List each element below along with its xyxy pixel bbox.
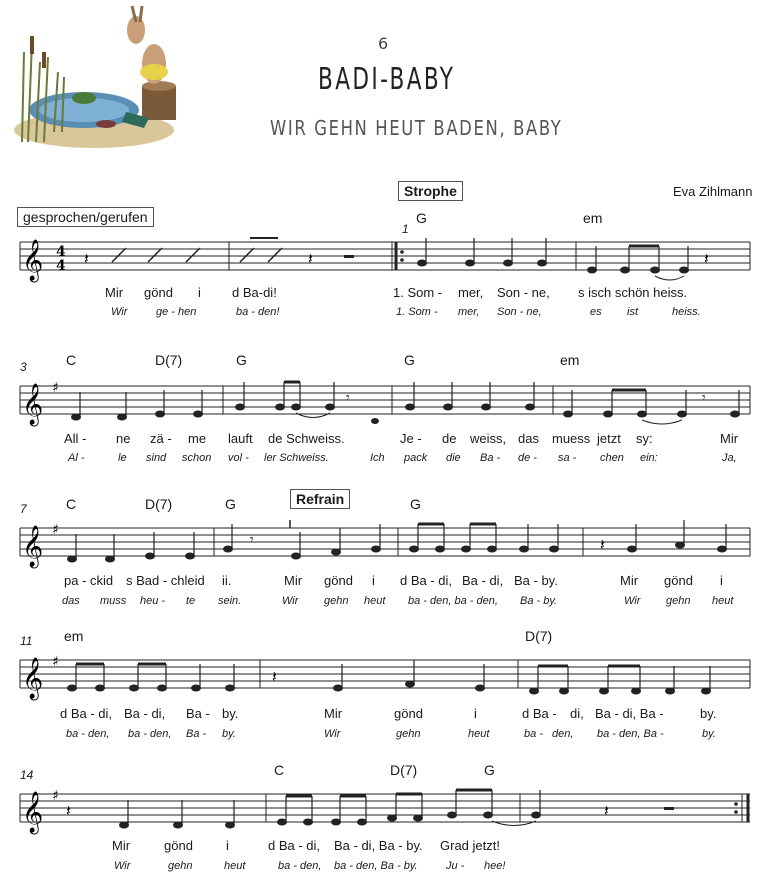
chord: G bbox=[225, 496, 236, 512]
svg-text:♯: ♯ bbox=[52, 654, 59, 670]
section-label-refrain: Refrain bbox=[290, 489, 350, 509]
lyric-translation: die bbox=[446, 452, 461, 464]
lyric-syllable: sy: bbox=[636, 431, 653, 446]
page-number: 6 bbox=[378, 34, 390, 53]
chord: C bbox=[274, 762, 285, 778]
lyric-translation: sein. bbox=[218, 595, 242, 607]
lyric-translation: ba - den, bbox=[66, 728, 110, 740]
svg-text:4: 4 bbox=[56, 244, 66, 260]
lyric-translation: Ich bbox=[370, 452, 385, 464]
chord: em bbox=[560, 352, 580, 368]
composer-name: Eva Zihlmann bbox=[673, 184, 753, 199]
lyric-translation: den, bbox=[552, 728, 574, 740]
lyric-translation: muss bbox=[100, 595, 127, 607]
lyric-syllable: by. bbox=[222, 706, 239, 721]
lyric-syllable: gönd bbox=[324, 573, 353, 588]
lyric-translation: ba - den! bbox=[236, 306, 280, 318]
volta-number: 1 bbox=[402, 222, 409, 236]
svg-text:𝄽: 𝄽 bbox=[308, 251, 313, 268]
lyric-syllable: d Ba - bbox=[522, 706, 557, 721]
lyric-syllable: zä - bbox=[150, 431, 172, 446]
svg-text:𝄾: 𝄾 bbox=[346, 389, 350, 405]
lyric-syllable: muess bbox=[552, 431, 591, 446]
chord: D(7) bbox=[390, 762, 418, 778]
lyric-translation: Wir bbox=[282, 595, 299, 607]
lyric-syllable: Mir bbox=[105, 285, 124, 300]
lyric-translation: 1. Som - bbox=[396, 306, 438, 318]
section-label-spoken: gesprochen/gerufen bbox=[17, 207, 154, 227]
lyric-syllable: gönd bbox=[164, 838, 193, 853]
lyric-translation: ba - bbox=[524, 728, 543, 740]
lyric-syllable: by. bbox=[700, 706, 717, 721]
chord: G bbox=[236, 352, 247, 368]
measure-number: 11 bbox=[20, 634, 33, 648]
lyric-translation: Son - ne, bbox=[497, 306, 542, 318]
measure-number: 14 bbox=[20, 768, 34, 782]
lyric-translation: chen bbox=[600, 452, 624, 464]
lyric-syllable: gönd bbox=[664, 573, 693, 588]
lyric-translation: Ja, bbox=[722, 452, 737, 464]
svg-text:𝄞: 𝄞 bbox=[22, 384, 44, 425]
chord: D(7) bbox=[145, 496, 173, 512]
lyric-translation: Ba - bbox=[186, 728, 207, 740]
lyric-translation: sind bbox=[146, 452, 167, 464]
lyric-translation: by. bbox=[702, 728, 716, 740]
lyric-translation: te bbox=[186, 595, 196, 607]
lyric-syllable: Ba - by. bbox=[514, 573, 558, 588]
lyric-translation: heut bbox=[224, 860, 246, 872]
lyric-syllable: i bbox=[372, 573, 375, 588]
lyric-translation: heiss. bbox=[672, 306, 701, 318]
lyric-syllable: gönd bbox=[144, 285, 173, 300]
lyric-translation: pack bbox=[404, 452, 428, 464]
chord: D(7) bbox=[525, 628, 553, 644]
lyric-translation: sa - bbox=[558, 452, 577, 464]
lyric-translation: gehn bbox=[324, 595, 349, 607]
svg-text:𝄞: 𝄞 bbox=[22, 240, 44, 281]
lyric-syllable: d Ba-di! bbox=[232, 285, 277, 300]
lyric-translation: ein: bbox=[640, 452, 658, 464]
lyric-syllable: weiss, bbox=[470, 431, 507, 446]
lyric-syllable: di, bbox=[570, 706, 584, 721]
lyric-syllable: s Bad - chleid bbox=[126, 573, 205, 588]
svg-text:𝄽: 𝄽 bbox=[84, 251, 89, 268]
lyric-syllable: de Schweiss. bbox=[268, 431, 345, 446]
lyric-translation: heu - bbox=[140, 595, 166, 607]
svg-text:𝄽: 𝄽 bbox=[604, 803, 609, 820]
lyric-translation: heut bbox=[364, 595, 386, 607]
lyric-syllable: s isch schön heiss. bbox=[578, 285, 688, 300]
lyric-syllable: lauft bbox=[228, 431, 253, 446]
lyric-syllable: i bbox=[226, 838, 229, 853]
svg-text:𝄽: 𝄽 bbox=[704, 251, 709, 268]
svg-text:𝄽: 𝄽 bbox=[272, 669, 277, 686]
lyric-translation: Ba - by. bbox=[520, 595, 558, 607]
svg-text:𝄞: 𝄞 bbox=[22, 792, 44, 833]
lyric-translation: ba - den, Ba - by. bbox=[334, 860, 418, 872]
svg-text:4: 4 bbox=[56, 258, 66, 274]
svg-text:𝄽: 𝄽 bbox=[66, 803, 71, 820]
chord: G bbox=[404, 352, 415, 368]
lyric-translation: le bbox=[118, 452, 127, 464]
song-title: BADI-BABY bbox=[318, 62, 456, 97]
lyric-translation: gehn bbox=[666, 595, 691, 607]
chord: C bbox=[66, 352, 77, 368]
lyric-translation: vol - bbox=[228, 452, 249, 464]
svg-text:𝄞: 𝄞 bbox=[22, 658, 44, 699]
lyric-translation: gehn bbox=[168, 860, 193, 872]
svg-text:𝄾: 𝄾 bbox=[702, 389, 706, 405]
lyric-translation: ba - den, bbox=[128, 728, 172, 740]
lyric-translation: ge - hen bbox=[156, 306, 197, 318]
lyric-syllable: Mir bbox=[112, 838, 131, 853]
measure-number: 7 bbox=[20, 502, 27, 516]
lyric-syllable: jetzt bbox=[597, 431, 621, 446]
lyric-translation: Ju - bbox=[446, 860, 465, 872]
lyric-syllable: d Ba - di, bbox=[400, 573, 453, 588]
svg-text:𝄾: 𝄾 bbox=[250, 531, 254, 547]
lyric-syllable: Mir bbox=[620, 573, 639, 588]
lyric-translation: de - bbox=[518, 452, 537, 464]
lyric-syllable: ne bbox=[116, 431, 131, 446]
lyric-syllable: Mir bbox=[324, 706, 343, 721]
svg-text:♯: ♯ bbox=[52, 380, 59, 396]
lyric-translation: hee! bbox=[484, 860, 506, 872]
lyric-syllable: Ba - di, Ba - by. bbox=[334, 838, 423, 853]
lyric-syllable: Je - bbox=[400, 431, 422, 446]
section-label-strophe: Strophe bbox=[398, 181, 463, 201]
chord: D(7) bbox=[155, 352, 183, 368]
lyric-syllable: d Ba - di, bbox=[60, 706, 113, 721]
svg-text:𝄞: 𝄞 bbox=[22, 526, 44, 567]
lyric-translation: ist bbox=[627, 306, 638, 318]
lyric-syllable: de bbox=[442, 431, 457, 446]
svg-text:𝄽: 𝄽 bbox=[600, 537, 605, 554]
lyric-syllable: Grad jetzt! bbox=[440, 838, 500, 853]
lyric-syllable: pa - ckid bbox=[64, 573, 114, 588]
lyric-syllable: das bbox=[518, 431, 539, 446]
lyric-syllable: i bbox=[474, 706, 477, 721]
chord: em bbox=[64, 628, 84, 644]
lyric-syllable: Son - ne, bbox=[497, 285, 550, 300]
lyric-syllable: Ba - di, bbox=[124, 706, 166, 721]
music-staff bbox=[0, 514, 769, 584]
chord: C bbox=[66, 496, 77, 512]
lyric-syllable: Mir bbox=[284, 573, 303, 588]
lyric-translation: Al - bbox=[68, 452, 85, 464]
lyric-syllable: Mir bbox=[720, 431, 739, 446]
lyric-translation: das bbox=[62, 595, 80, 607]
lyric-syllable: All - bbox=[64, 431, 87, 446]
chord: G bbox=[484, 762, 495, 778]
lyric-translation: Wir bbox=[114, 860, 131, 872]
lyric-translation: ba - den, ba - den, bbox=[408, 595, 498, 607]
lyric-translation: ba - den, Ba - bbox=[597, 728, 664, 740]
svg-text:♯: ♯ bbox=[52, 788, 59, 804]
lyric-syllable: ii. bbox=[222, 573, 232, 588]
lyric-syllable: i bbox=[198, 285, 201, 300]
lyric-syllable: mer, bbox=[458, 285, 484, 300]
chord: G bbox=[416, 210, 427, 226]
chord: em bbox=[583, 210, 603, 226]
svg-text:♯: ♯ bbox=[52, 522, 59, 538]
lyric-translation: gehn bbox=[396, 728, 421, 740]
lyric-syllable: Ba - di, Ba - bbox=[595, 706, 664, 721]
lyric-translation: Wir bbox=[624, 595, 641, 607]
lyric-translation: es bbox=[590, 306, 602, 318]
lyric-syllable: d Ba - di, bbox=[268, 838, 321, 853]
lyric-translation: Ba - bbox=[480, 452, 501, 464]
lyric-syllable: 1. Som - bbox=[393, 285, 443, 300]
lyric-translation: ler Schweiss. bbox=[264, 452, 329, 464]
lyric-translation: mer, bbox=[458, 306, 480, 318]
lyric-translation: heut bbox=[468, 728, 490, 740]
chord: G bbox=[410, 496, 421, 512]
lyric-syllable: Ba - bbox=[186, 706, 210, 721]
lyric-translation: schon bbox=[182, 452, 212, 464]
lyric-syllable: i bbox=[720, 573, 723, 588]
lyric-translation: heut bbox=[712, 595, 734, 607]
rabbit-bathing-illustration bbox=[14, 2, 190, 150]
lyric-translation: ba - den, bbox=[278, 860, 322, 872]
lyric-translation: Wir bbox=[111, 306, 128, 318]
lyric-syllable: gönd bbox=[394, 706, 423, 721]
lyric-translation: by. bbox=[222, 728, 236, 740]
lyric-translation: Wir bbox=[324, 728, 341, 740]
lyric-syllable: me bbox=[188, 431, 207, 446]
measure-number: 3 bbox=[20, 360, 27, 374]
lyric-syllable: Ba - di, bbox=[462, 573, 504, 588]
song-subtitle: WIR GEHN HEUT BADEN, BABY bbox=[270, 116, 563, 140]
